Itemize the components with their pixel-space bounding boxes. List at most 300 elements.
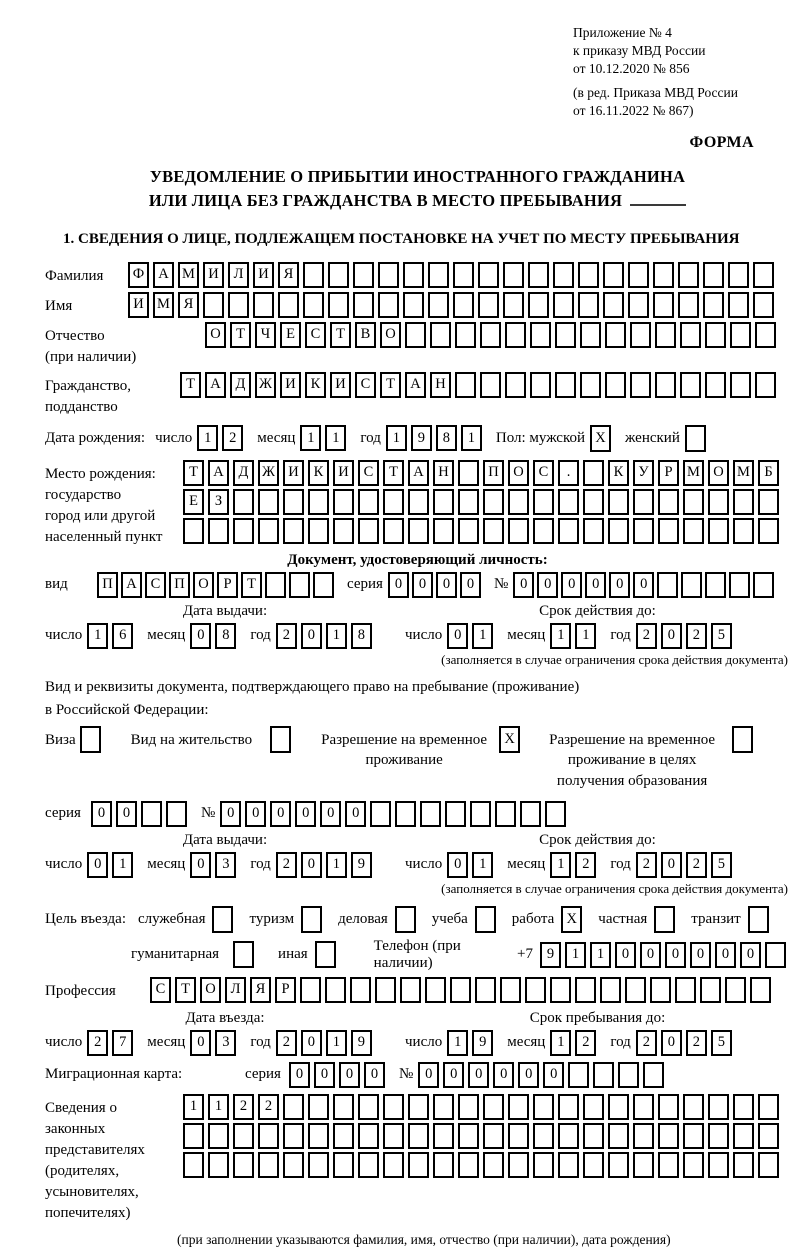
birth-place-char-box: К (608, 460, 629, 486)
legal-reps-char-box (683, 1152, 704, 1178)
entry-year-box: 9 (351, 1030, 372, 1056)
entry-year-boxes (276, 1030, 376, 1056)
legal-reps-char-box (758, 1123, 779, 1149)
stay-year-box: 2 (636, 1030, 657, 1056)
residence-intro (45, 676, 790, 723)
option-residence-permit-checkbox (270, 726, 295, 753)
entry-day-box: 7 (112, 1030, 133, 1056)
identity-issue-month-boxes (190, 623, 240, 649)
name-char-box (303, 292, 324, 318)
identity-valid-heading: Срок действия до: (539, 602, 656, 619)
profession-char-box (725, 977, 746, 1003)
citizenship-char-box: И (330, 372, 351, 398)
annex-line-1: Приложение № 4 (573, 25, 672, 40)
birth-place-char-box (758, 518, 779, 544)
birth-place-char-box: С (358, 460, 379, 486)
profession-row (45, 977, 790, 1003)
patronymic-row (45, 322, 790, 368)
residence-series-box (141, 801, 162, 827)
identity-issue-month-box: 0 (190, 623, 211, 649)
legal-reps-char-box (333, 1152, 354, 1178)
purpose-business-checkbox (395, 906, 420, 933)
migration-series-label: серия (245, 1066, 281, 1083)
legal-reps-char-box (283, 1152, 304, 1178)
stay-until-col (405, 1010, 790, 1056)
entry-stay-dates (45, 1010, 790, 1056)
birth-place-char-box: Е (183, 489, 204, 515)
citizenship-char-box (630, 372, 651, 398)
patronymic-char-box (405, 322, 426, 348)
identity-issue-month-box: 8 (215, 623, 236, 649)
residence-issue-year-box: 0 (301, 852, 322, 878)
citizenship-char-box (530, 372, 551, 398)
legal-reps-char-box (483, 1123, 504, 1149)
profession-char-box (525, 977, 546, 1003)
valid-year-label: год (610, 627, 631, 644)
migration-series-box: 0 (364, 1062, 385, 1088)
profession-label: Профессия (45, 982, 116, 999)
profession-char-box: Т (175, 977, 196, 1003)
residence-valid-month-label: месяц (507, 856, 546, 873)
option-visa (45, 726, 105, 753)
birth-place-char-box (208, 518, 229, 544)
name-char-box (478, 292, 499, 318)
patronymic-char-box: Ч (255, 322, 276, 348)
patronymic-char-box: О (380, 322, 401, 348)
citizenship-char-box (680, 372, 701, 398)
identity-doc-row (45, 572, 790, 598)
citizenship-char-box (655, 372, 676, 398)
citizenship-char-box (505, 372, 526, 398)
identity-number-box (681, 572, 702, 598)
legal-reps-char-box (183, 1152, 204, 1178)
birth-place-char-box (408, 489, 429, 515)
sex-female-checkbox (685, 425, 710, 452)
legal-reps-char-box (483, 1094, 504, 1120)
birth-place-char-box (533, 518, 554, 544)
phone-boxes (540, 942, 790, 968)
residence-options-row (45, 726, 790, 791)
identity-valid-year-box: 2 (636, 623, 657, 649)
surname-char-box: Ф (128, 262, 149, 288)
stay-until-row (405, 1030, 790, 1056)
legal-reps-char-box (733, 1094, 754, 1120)
phone-digit-box: 0 (690, 942, 711, 968)
identity-kind-box: П (169, 572, 190, 598)
birth-place-char-box (233, 489, 254, 515)
birth-place-char-box (433, 489, 454, 515)
entry-day-boxes (87, 1030, 137, 1056)
identity-issue-year-box: 2 (276, 623, 297, 649)
birth-place-boxes-row-1 (183, 460, 783, 486)
purpose-official-box (212, 906, 233, 933)
option-temp-residence-education-label: Разрешение на временное проживание в целях получения образования (549, 732, 716, 789)
citizenship-char-box (455, 372, 476, 398)
migration-number-box: 0 (518, 1062, 539, 1088)
surname-char-box (653, 262, 674, 288)
annex-note-line-2: от 16.11.2022 № 867) (573, 102, 694, 118)
migration-series-box: 0 (314, 1062, 335, 1088)
legal-reps-char-box (433, 1123, 454, 1149)
identity-series-box: 0 (436, 572, 457, 598)
entry-day-label: число (45, 1034, 83, 1051)
profession-boxes (150, 977, 775, 1003)
legal-reps-char-box (558, 1152, 579, 1178)
identity-number-box (657, 572, 678, 598)
identity-valid-month-box: 1 (550, 623, 571, 649)
surname-char-box (328, 262, 349, 288)
residence-series-box: 0 (91, 801, 112, 827)
residence-number-box: 0 (320, 801, 341, 827)
citizenship-char-box: Ж (255, 372, 276, 398)
birth-place-char-box: А (208, 460, 229, 486)
phone-prefix: +7 (517, 946, 533, 963)
birth-place-char-box: Р (658, 460, 679, 486)
purpose-humanitarian-label: гуманитарная (131, 946, 220, 963)
name-char-box (603, 292, 624, 318)
purpose-humanitarian-box (233, 941, 254, 968)
birth-place-char-box (383, 518, 404, 544)
residence-valid-month-boxes (550, 852, 600, 878)
residence-validity-note: (заполняется в случае ограничения срока действия документа) (441, 880, 788, 896)
legal-reps-char-box (183, 1123, 204, 1149)
surname-char-box (428, 262, 449, 288)
legal-reps-char-box (308, 1094, 329, 1120)
entry-year-box: 0 (301, 1030, 322, 1056)
surname-char-box (753, 262, 774, 288)
birth-place-char-box (583, 489, 604, 515)
residence-valid-year-label: год (610, 856, 631, 873)
residence-series-box (166, 801, 187, 827)
birth-place-char-box (633, 489, 654, 515)
migration-series-box: 0 (339, 1062, 360, 1088)
residence-issue-month-box: 3 (215, 852, 236, 878)
surname-char-box: И (253, 262, 274, 288)
title-line-2-text: ИЛИ ЛИЦА БЕЗ ГРАЖДАНСТВА В МЕСТО ПРЕБЫВАНИЯ (148, 190, 623, 210)
phone-digit-box: 0 (740, 942, 761, 968)
birth-place-label-line-3: город или другой (45, 507, 156, 524)
legal-reps-char-box (408, 1152, 429, 1178)
patronymic-label-line-1: Отчество (45, 327, 105, 344)
residence-issue-col (45, 832, 405, 897)
birth-place-char-box: П (483, 460, 504, 486)
legal-reps-char-box (333, 1094, 354, 1120)
identity-issue-day-box: 6 (112, 623, 133, 649)
migration-number-box (568, 1062, 589, 1088)
birth-day-boxes (197, 425, 247, 451)
residence-number-box: 0 (270, 801, 291, 827)
legal-reps-char-box (633, 1094, 654, 1120)
residence-number-box (420, 801, 441, 827)
residence-valid-year-box: 2 (686, 852, 707, 878)
legal-reps-char-box (458, 1094, 479, 1120)
birth-place-label-line-4: населенный пункт (45, 528, 163, 545)
purpose-tourism-checkbox (301, 906, 326, 933)
option-temp-residence-education-checkbox (732, 726, 757, 753)
residence-valid-month-box: 2 (575, 852, 596, 878)
purpose-official-label: служебная (137, 910, 206, 927)
birth-place-char-box (283, 518, 304, 544)
entry-month-label: месяц (147, 1034, 186, 1051)
residence-number-box (370, 801, 391, 827)
birth-month-box: 1 (325, 425, 346, 451)
name-char-box (228, 292, 249, 318)
profession-char-box (475, 977, 496, 1003)
birth-place-char-box (358, 489, 379, 515)
birth-place-char-box (608, 489, 629, 515)
birth-place-char-box (408, 518, 429, 544)
name-char-box (403, 292, 424, 318)
citizenship-char-box (730, 372, 751, 398)
legal-reps-char-box (633, 1152, 654, 1178)
surname-char-box (578, 262, 599, 288)
legal-reps-char-box (708, 1123, 729, 1149)
identity-issue-year-box: 1 (326, 623, 347, 649)
entry-year-box: 1 (326, 1030, 347, 1056)
phone-label: Телефон (при наличии) (373, 937, 461, 971)
legal-reps-char-box (558, 1094, 579, 1120)
residence-issue-year-box: 2 (276, 852, 297, 878)
birth-place-char-box (583, 518, 604, 544)
identity-number-box: 0 (537, 572, 558, 598)
patronymic-char-box: С (305, 322, 326, 348)
legal-reps-label-line-2: законных (45, 1120, 106, 1137)
identity-kind-box: Р (217, 572, 238, 598)
identity-kind-box: П (97, 572, 118, 598)
migration-number-box: 0 (543, 1062, 564, 1088)
legal-reps-char-box (408, 1123, 429, 1149)
migration-number-box: 0 (493, 1062, 514, 1088)
identity-number-box: 0 (585, 572, 606, 598)
residence-valid-month-box: 1 (550, 852, 571, 878)
birth-month-boxes (300, 425, 350, 451)
legal-reps-label-line-4: (родителях, (45, 1162, 120, 1179)
legal-reps-char-box (383, 1152, 404, 1178)
name-char-box (503, 292, 524, 318)
form-title (45, 165, 790, 213)
birth-place-char-box: М (733, 460, 754, 486)
identity-valid-year-boxes (636, 623, 736, 649)
residence-issue-day-label: число (45, 856, 83, 873)
citizenship-char-box (605, 372, 626, 398)
birth-place-char-box (658, 489, 679, 515)
birth-place-char-box (583, 460, 604, 486)
legal-reps-char-box (383, 1094, 404, 1120)
residence-issue-row (45, 852, 405, 878)
birth-year-label: год (360, 429, 381, 446)
birth-place-char-box (333, 489, 354, 515)
identity-kind-box: А (121, 572, 142, 598)
legal-reps-char-box (758, 1152, 779, 1178)
birth-place-char-box: К (308, 460, 329, 486)
sex-male-box: X (590, 425, 611, 452)
legal-reps-char-box: 1 (208, 1094, 229, 1120)
identity-number-box (753, 572, 774, 598)
legal-reps-char-box (558, 1123, 579, 1149)
identity-valid-month-box: 1 (575, 623, 596, 649)
legal-reps-char-box (733, 1123, 754, 1149)
citizenship-label (45, 372, 180, 418)
name-char-box (728, 292, 749, 318)
birth-place-char-box: И (333, 460, 354, 486)
purpose-transit-box (748, 906, 769, 933)
residence-number-box (470, 801, 491, 827)
legal-reps-char-box (633, 1123, 654, 1149)
birth-place-char-box (458, 460, 479, 486)
identity-kind-label: вид (45, 576, 68, 593)
surname-char-box (528, 262, 549, 288)
surname-char-box (628, 262, 649, 288)
identity-series-box: 0 (412, 572, 433, 598)
residence-issue-day-box: 1 (112, 852, 133, 878)
surname-char-box (553, 262, 574, 288)
surname-char-box: М (178, 262, 199, 288)
identity-kind-box: Т (241, 572, 262, 598)
purpose-work-checkbox (561, 906, 586, 933)
name-char-box (453, 292, 474, 318)
legal-reps-boxes-row-3 (183, 1152, 783, 1178)
legal-reps-char-box (733, 1152, 754, 1178)
identity-dates (45, 603, 790, 668)
identity-series-box: 0 (388, 572, 409, 598)
name-char-box (578, 292, 599, 318)
valid-day-label: число (405, 627, 443, 644)
stay-day-boxes (447, 1030, 497, 1056)
purpose-private-box (654, 906, 675, 933)
patronymic-char-box (455, 322, 476, 348)
valid-month-label: месяц (507, 627, 546, 644)
stay-month-box: 2 (575, 1030, 596, 1056)
identity-kind-box: О (193, 572, 214, 598)
citizenship-char-box: Д (230, 372, 251, 398)
patronymic-label (45, 322, 205, 368)
legal-reps-char-box (283, 1094, 304, 1120)
citizenship-char-box: Т (380, 372, 401, 398)
legal-reps-char-box (258, 1152, 279, 1178)
patronymic-boxes (205, 322, 780, 348)
legal-reps-char-box (208, 1123, 229, 1149)
legal-reps-note: (при заполнении указываются фамилия, имя, отчество (при наличии), дата рождения) (177, 1231, 671, 1247)
surname-char-box (303, 262, 324, 288)
profession-char-box (675, 977, 696, 1003)
stay-day-box: 1 (447, 1030, 468, 1056)
legal-reps-char-box (333, 1123, 354, 1149)
birth-place-char-box (683, 489, 704, 515)
name-char-box: Я (178, 292, 199, 318)
migration-series-box: 0 (289, 1062, 310, 1088)
sex-female-box (685, 425, 706, 452)
residence-valid-row (405, 852, 790, 878)
identity-issue-year-boxes (276, 623, 376, 649)
phone-digit-box: 1 (565, 942, 586, 968)
legal-reps-boxes-row-1 (183, 1094, 783, 1120)
birth-place-char-box (283, 489, 304, 515)
birth-day-label: число (155, 429, 193, 446)
residence-permit-box (270, 726, 291, 753)
birth-place-char-box: И (283, 460, 304, 486)
identity-valid-year-box: 5 (711, 623, 732, 649)
purpose-other-label: иная (278, 946, 308, 963)
birth-place-char-box (708, 489, 729, 515)
identity-issue-heading: Дата выдачи: (182, 602, 268, 619)
entry-month-box: 3 (215, 1030, 236, 1056)
profession-char-box (600, 977, 621, 1003)
stay-day-box: 9 (472, 1030, 493, 1056)
birth-place-char-box (508, 518, 529, 544)
birth-place-char-box: Б (758, 460, 779, 486)
birth-place-char-box (558, 518, 579, 544)
legal-reps-char-box (608, 1152, 629, 1178)
profession-char-box (400, 977, 421, 1003)
identity-number-label: № (493, 576, 509, 593)
legal-reps-char-box (683, 1123, 704, 1149)
residence-issue-year-box: 9 (351, 852, 372, 878)
residence-issue-day-box: 0 (87, 852, 108, 878)
legal-reps-char-box (658, 1123, 679, 1149)
purpose-official-checkbox (212, 906, 237, 933)
legal-reps-char-box (308, 1123, 329, 1149)
patronymic-char-box (705, 322, 726, 348)
profession-char-box (350, 977, 371, 1003)
name-char-box (678, 292, 699, 318)
profession-char-box: Л (225, 977, 246, 1003)
surname-char-box (353, 262, 374, 288)
phone-digit-box: 0 (615, 942, 636, 968)
migration-series-boxes (289, 1062, 389, 1088)
residence-valid-col (405, 832, 790, 897)
migration-number-label: № (398, 1066, 414, 1083)
form-word: ФОРМА (689, 133, 754, 151)
legal-reps-char-box (308, 1152, 329, 1178)
identity-valid-day-boxes (447, 623, 497, 649)
birth-place-char-box: Ж (258, 460, 279, 486)
option-temp-residence-education (542, 726, 757, 791)
residence-issue-heading: Дата выдачи: (182, 831, 268, 848)
birth-place-boxes-row-3 (183, 518, 783, 544)
birth-place-char-box (683, 518, 704, 544)
residence-number-box: 0 (220, 801, 241, 827)
purpose-work-box: X (561, 906, 582, 933)
legal-reps-boxes-row-2 (183, 1123, 783, 1149)
phone-digit-box: 0 (715, 942, 736, 968)
entry-date-row (45, 1030, 405, 1056)
birth-year-box: 1 (461, 425, 482, 451)
legal-reps-char-box (208, 1152, 229, 1178)
residence-number-box (495, 801, 516, 827)
birth-place-char-box (733, 518, 754, 544)
visit-purpose-row-2 (131, 938, 790, 972)
birth-place-char-box (633, 518, 654, 544)
title-line-2 (45, 189, 790, 213)
surname-char-box (603, 262, 624, 288)
citizenship-char-box: К (305, 372, 326, 398)
name-char-box (528, 292, 549, 318)
migration-card-row (45, 1062, 790, 1088)
patronymic-char-box (480, 322, 501, 348)
birth-place-char-box (483, 518, 504, 544)
residence-issue-year-boxes (276, 852, 376, 878)
migration-number-box (593, 1062, 614, 1088)
visit-purpose-label: Цель въезда: (45, 910, 126, 927)
identity-number-box: 0 (633, 572, 654, 598)
legal-reps-char-box (508, 1123, 529, 1149)
sex-female-label: женский (625, 429, 680, 446)
patronymic-char-box (680, 322, 701, 348)
patronymic-char-box (580, 322, 601, 348)
surname-char-box (503, 262, 524, 288)
birth-place-char-box: О (508, 460, 529, 486)
identity-issue-year-box: 8 (351, 623, 372, 649)
